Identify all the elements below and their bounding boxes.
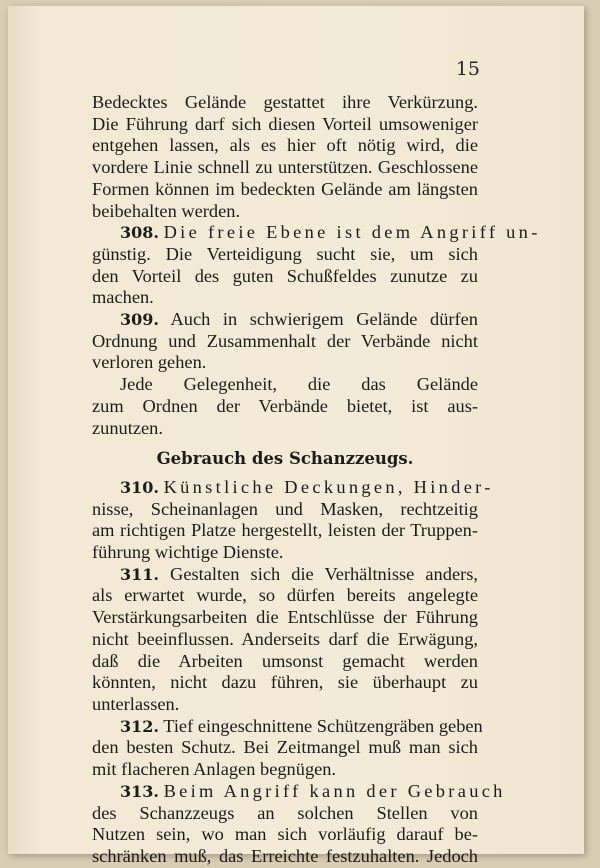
text-line: nicht beeinflussen. Anderseits darf die Erwägung, (92, 628, 478, 649)
text-line: den Vorteil des guten Schußfeldes zunutze zu (92, 265, 478, 286)
text-line: Künstliche Deckungen, Hinder- (163, 476, 494, 497)
text-line: Tief eingeschnittene Schützengräben geben (163, 715, 483, 736)
text-line: Auch in schwierigem Gelände dürfen (170, 309, 478, 330)
paragraph-312-first-line (92, 715, 483, 738)
text-line: daß die Arbeiten umsonst gemacht werden (92, 650, 478, 671)
text-line: könnten, nicht dazu führen, sie überhaupt zu (92, 672, 478, 693)
paragraph-number: 312. (120, 716, 159, 736)
text-line: Die freie Ebene ist dem Angriff un- (163, 222, 541, 243)
paragraph-311-first-line (92, 564, 478, 586)
text-line: am richtigen Platze hergestellt, leisten der Truppen- (92, 520, 478, 541)
paragraph-310-first-line (92, 476, 494, 499)
text-line: Formen können im bedeckten Gelände am längsten (92, 178, 478, 199)
paragraph-number: 308. (120, 223, 159, 243)
text-line: zunutzen. (92, 417, 163, 438)
text-line: verloren gehen. (92, 352, 207, 373)
text-line: des Schanzzeugs an solchen Stellen von (92, 802, 478, 823)
paragraph-number: 311. (120, 564, 159, 584)
page-number: 15 (455, 58, 480, 80)
paragraph-309-first-line (92, 309, 478, 331)
text-line: zum Ordnen der Verbände bietet, ist aus- (92, 395, 478, 416)
paragraph-number: 310. (120, 477, 159, 497)
paragraph-313-first-line (92, 780, 506, 803)
book-page (8, 6, 584, 866)
text-line: Bedecktes Gelände gestattet ihre Verkürzung. (92, 92, 478, 112)
text-line: mit flacheren Anlagen begnügen. (92, 759, 337, 780)
text-line: entgehen lassen, als es hier oft nötig wird, die (92, 135, 478, 156)
text-line: vordere Linie schnell zu unterstützen. Geschlossene (92, 157, 478, 178)
text-line: Gestalten sich die Verhältnisse anders, (170, 563, 478, 584)
text-line: Ordnung und Zusammenhalt der Verbände nicht (92, 330, 478, 351)
text-line: nisse, Scheinanlagen und Masken, rechtzeitig (92, 498, 478, 519)
text-line: Beim Angriff kann der Gebrauch (163, 780, 506, 801)
paragraph-308-first-line (92, 222, 541, 244)
text-line: Nutzen sein, wo man sich vorläufig darauf be- (92, 824, 478, 845)
paragraph-number: 309. (120, 310, 159, 330)
text-line: günstig. Die Verteidigung sucht sie, um sich (92, 243, 478, 264)
text-line: Verstärkungsarbeiten die Entschlüsse der Führung (92, 607, 478, 628)
text-line: den besten Schutz. Bei Zeitmangel muß man sich (92, 737, 478, 758)
body-text (92, 92, 541, 868)
text-line: unterlassen. (92, 693, 180, 714)
text-line: Die Führung darf sich diesen Vorteil umsoweniger (92, 113, 478, 134)
section-heading: Gebrauch des Schanzzeugs. (156, 449, 414, 469)
paragraph-number: 313. (120, 781, 159, 801)
text-line: als erwartet wurde, so dürfen bereits angelegte (92, 585, 478, 606)
text-line: machen. (92, 287, 154, 308)
text-line: führung wichtige Dienste. (92, 542, 284, 563)
text-line: Jede Gelegenheit, die das Gelände (120, 374, 478, 395)
text-line: beibehalten werden. (92, 200, 241, 221)
text-line: schränken muß, das Erreichte festzuhalten. Jedoch (92, 845, 478, 866)
